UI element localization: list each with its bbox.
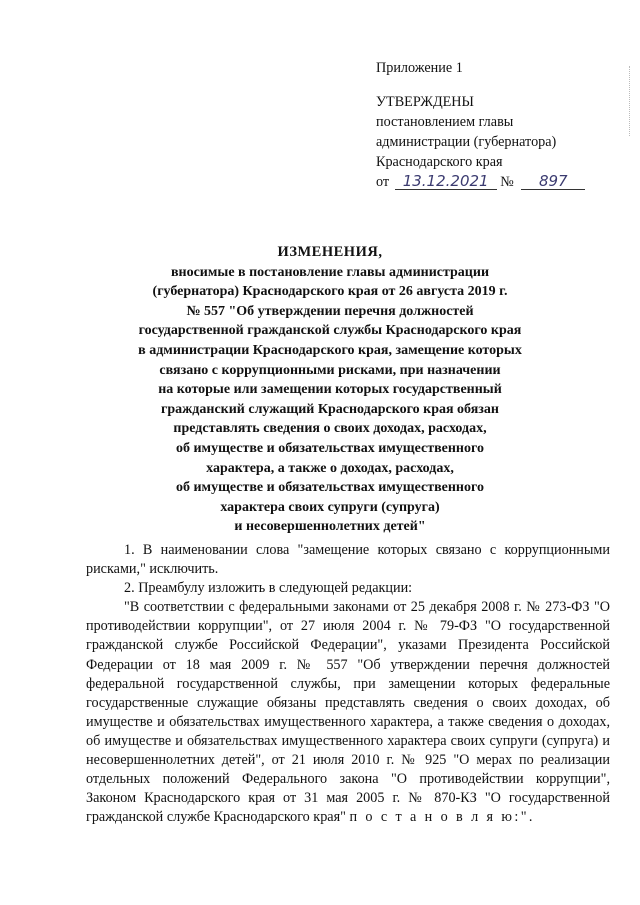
title-line: вносимые в постановление главы администрации [170, 264, 490, 280]
title-line: в администрации Краснодарского края, замещение которых [138, 342, 522, 358]
approval-line-3: Краснодарского края [376, 154, 503, 170]
preamble-text: "В соответствии с федеральными законами от 25 декабря 2008 г. № 273-ФЗ "О противодействии коррупции", от 27 июля 2004 г. № 79-ФЗ "О государственной гражданской службе Российской Федерации", указами Президента Российской Федерации от 18 мая 2009 г. № 557 "Об утверждении перечня должностей федеральной государственной службы, при замещении которых федеральные государственные служащие обязаны представлять сведения о своих доходах, об имуществе и обязательствах имущественного характера, а также сведения о доходах, об имуществе и обязательствах имущественного характера своих супруги (супруга) и несовершеннолетних детей", от 21 июля 2010 г. № 925 "О мерах по реализации отдельных положений Федерального закона "О противодействии коррупции", Законом Краснодарского края от 31 мая 2005 г. № 870-КЗ "О государственной гражданской службе Краснодарского края" [86, 599, 610, 826]
date-prefix: от [376, 174, 390, 190]
title-line: об имуществе и обязательствах имущественного [175, 440, 485, 456]
paragraph-item-1: 1. В наименовании слова "замещение которых связано с коррупционными рисками," исключить. [86, 542, 610, 578]
title-line: (губернатора) Краснодарского края от 26 августа 2019 г. [152, 284, 508, 300]
number-sign: № [500, 174, 514, 190]
approval-line-1: постановлением главы [376, 114, 514, 130]
paragraph-item-2: 2. Преамбулу изложить в следующей редакции: [124, 580, 413, 597]
approved-label: УТВЕРЖДЕНЫ [376, 94, 474, 110]
title-line: на которые или замещении которых государственный [158, 382, 502, 398]
title-line: № 557 "Об утверждении перечня должностей [186, 303, 474, 319]
document-title [100, 243, 560, 537]
approval-line-2: администрации (губернатора) [376, 134, 557, 150]
title-line: гражданский служащий Краснодарского края обязан [161, 401, 499, 417]
title-heading: ИЗМЕНЕНИЯ, [277, 244, 383, 260]
title-line: представлять сведения о своих доходах, расходах, [173, 421, 487, 437]
title-line: связано с коррупционными рисками, при назначении [159, 362, 501, 378]
preamble-resolve: п о с т а н о в л я ю:". [349, 809, 535, 826]
approval-block [376, 58, 616, 192]
approval-date-line [376, 172, 616, 192]
document-body [86, 541, 610, 827]
handwritten-date: 13.12.2021 [395, 173, 497, 190]
appendix-label: Приложение 1 [376, 60, 463, 76]
paragraph-preamble [86, 598, 610, 827]
spacer [376, 78, 616, 92]
handwritten-number: 897 [521, 173, 585, 190]
title-line: и несовершеннолетних детей" [234, 519, 426, 535]
title-line: характера своих супруги (супруга) [220, 499, 440, 515]
title-line: об имуществе и обязательствах имущественного [175, 480, 485, 496]
title-line: государственной гражданской службы Краснодарского края [138, 323, 522, 339]
title-line: характера, а также о доходах, расходах, [206, 460, 454, 476]
margin-mark [629, 66, 634, 136]
